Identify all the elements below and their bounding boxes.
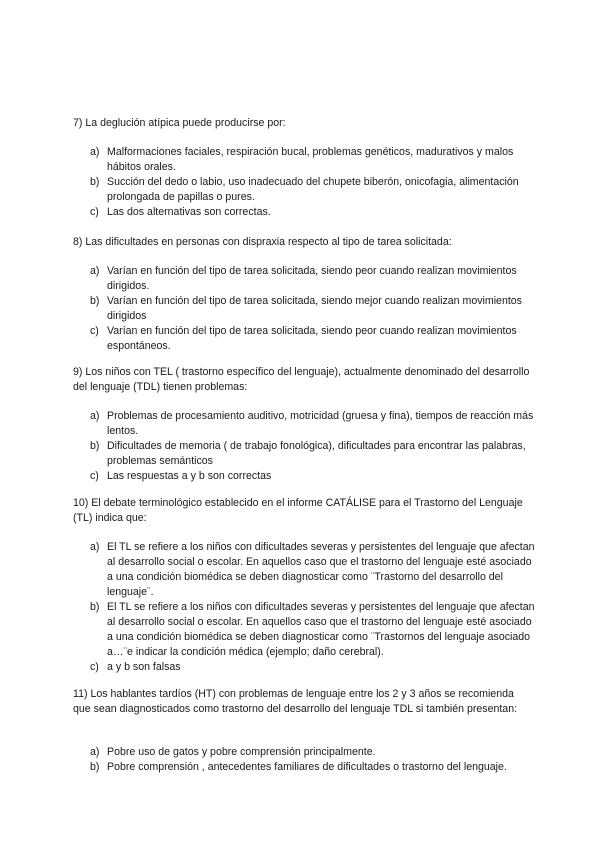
question-9-options: [73, 409, 538, 484]
question-8-options: [73, 264, 538, 354]
option-text: Las respuestas a y b son correctas: [107, 470, 272, 482]
option-text: Problemas de procesamiento auditivo, motricidad (gruesa y fina), tiempos de reacción más lentos.: [107, 410, 534, 437]
option-letter: a): [90, 410, 100, 422]
question-7-option-b: [73, 175, 538, 205]
option-letter: b): [90, 176, 100, 188]
option-letter: b): [90, 761, 100, 773]
question-11-option-b: [73, 760, 538, 775]
option-text: Succión del dedo o labio, uso inadecuado del chupete biberón, onicofagia, alimentación prolongada de papillas o pures.: [107, 176, 519, 203]
question-9: 9) Los niños con TEL ( trastorno específico del lenguaje), actualmente denominado del desarrollo del lenguaje (TDL) tienen problemas:: [73, 366, 530, 393]
option-letter: a): [90, 265, 100, 277]
option-letter: c): [90, 661, 99, 673]
question-10-option-b: [73, 600, 538, 660]
option-letter: c): [90, 325, 99, 337]
option-letter: b): [90, 601, 100, 613]
option-text: Varían en función del tipo de tarea solicitada, siendo mejor cuando realizan movimientos dirigidos: [107, 295, 522, 322]
question-9-option-b: [73, 439, 538, 469]
question-8-option-c: [73, 324, 538, 354]
option-letter: a): [90, 541, 100, 553]
option-text: Varían en función del tipo de tarea solicitada, siendo peor cuando realizan movimientos dirigidos.: [107, 265, 517, 292]
question-8-option-a: [73, 264, 538, 294]
option-text: Pobre comprensión , antecedentes familiares de dificultades o trastorno del lenguaje.: [107, 761, 507, 773]
option-letter: c): [90, 206, 99, 218]
question-8-option-b: [73, 294, 538, 324]
question-7-option-c: [73, 205, 538, 220]
question-10-option-a: [73, 540, 538, 600]
question-7: 7) La deglución atípica puede producirse por:: [73, 117, 286, 129]
option-text: Malformaciones faciales, respiración bucal, problemas genéticos, madurativos y malos hábitos orales.: [107, 146, 514, 173]
question-7-option-a: [73, 145, 538, 175]
option-letter: b): [90, 295, 100, 307]
question-7-options: [73, 145, 538, 220]
question-11: 11) Los hablantes tardíos (HT) con problemas de lenguaje entre los 2 y 3 años se recomienda que sean diagnosticados como trastorno del desarrollo del lenguaje TDL si también presentan:: [73, 688, 518, 715]
question-9-option-a: [73, 409, 538, 439]
option-text: Varían en función del tipo de tarea solicitada, siendo peor cuando realizan movimientos espontáneos.: [107, 325, 517, 352]
option-text: El TL se refiere a los niños con dificultades severas y persistentes del lenguaje que afectan al desarrollo social o escolar. En aquellos caso que el trastorno del lenguaje esté asociado a una condición biomédica se deben diagnosticar como ¨Trastorno del desarrollo del lenguaje¨.: [107, 541, 535, 598]
question-11-options: [73, 745, 538, 775]
option-text: a y b son falsas: [107, 661, 181, 673]
option-letter: a): [90, 146, 100, 158]
question-10-option-c: [73, 660, 538, 675]
question-11-option-a: [73, 745, 538, 760]
question-10-options: [73, 540, 538, 675]
question-9-option-c: [73, 469, 538, 484]
option-letter: b): [90, 440, 100, 452]
option-text: Pobre uso de gatos y pobre comprensión principalmente.: [107, 746, 376, 758]
option-letter: a): [90, 746, 100, 758]
question-8: 8) Las dificultades en personas con dispraxia respecto al tipo de tarea solicitada:: [73, 236, 452, 248]
option-text: Las dos alternativas son correctas.: [107, 206, 271, 218]
option-text: El TL se refiere a los niños con dificultades severas y persistentes del lenguaje que afectan al desarrollo social o escolar. En aquellos caso que el trastorno del lenguaje esté asociado a una condición biomédica se deben diagnosticar como ¨Trastornos del lenguaje asociado a…¨e indicar la condición médica (ejemplo; daño cerebral).: [107, 601, 535, 658]
question-10: 10) El debate terminológico establecido en el informe CATÁLISE para el Trastorno del Lenguaje (TL) indica que:: [73, 497, 523, 524]
option-text: Dificultades de memoria ( de trabajo fonológica), dificultades para encontrar las palabras, problemas semánticos: [107, 440, 526, 467]
option-letter: c): [90, 470, 99, 482]
